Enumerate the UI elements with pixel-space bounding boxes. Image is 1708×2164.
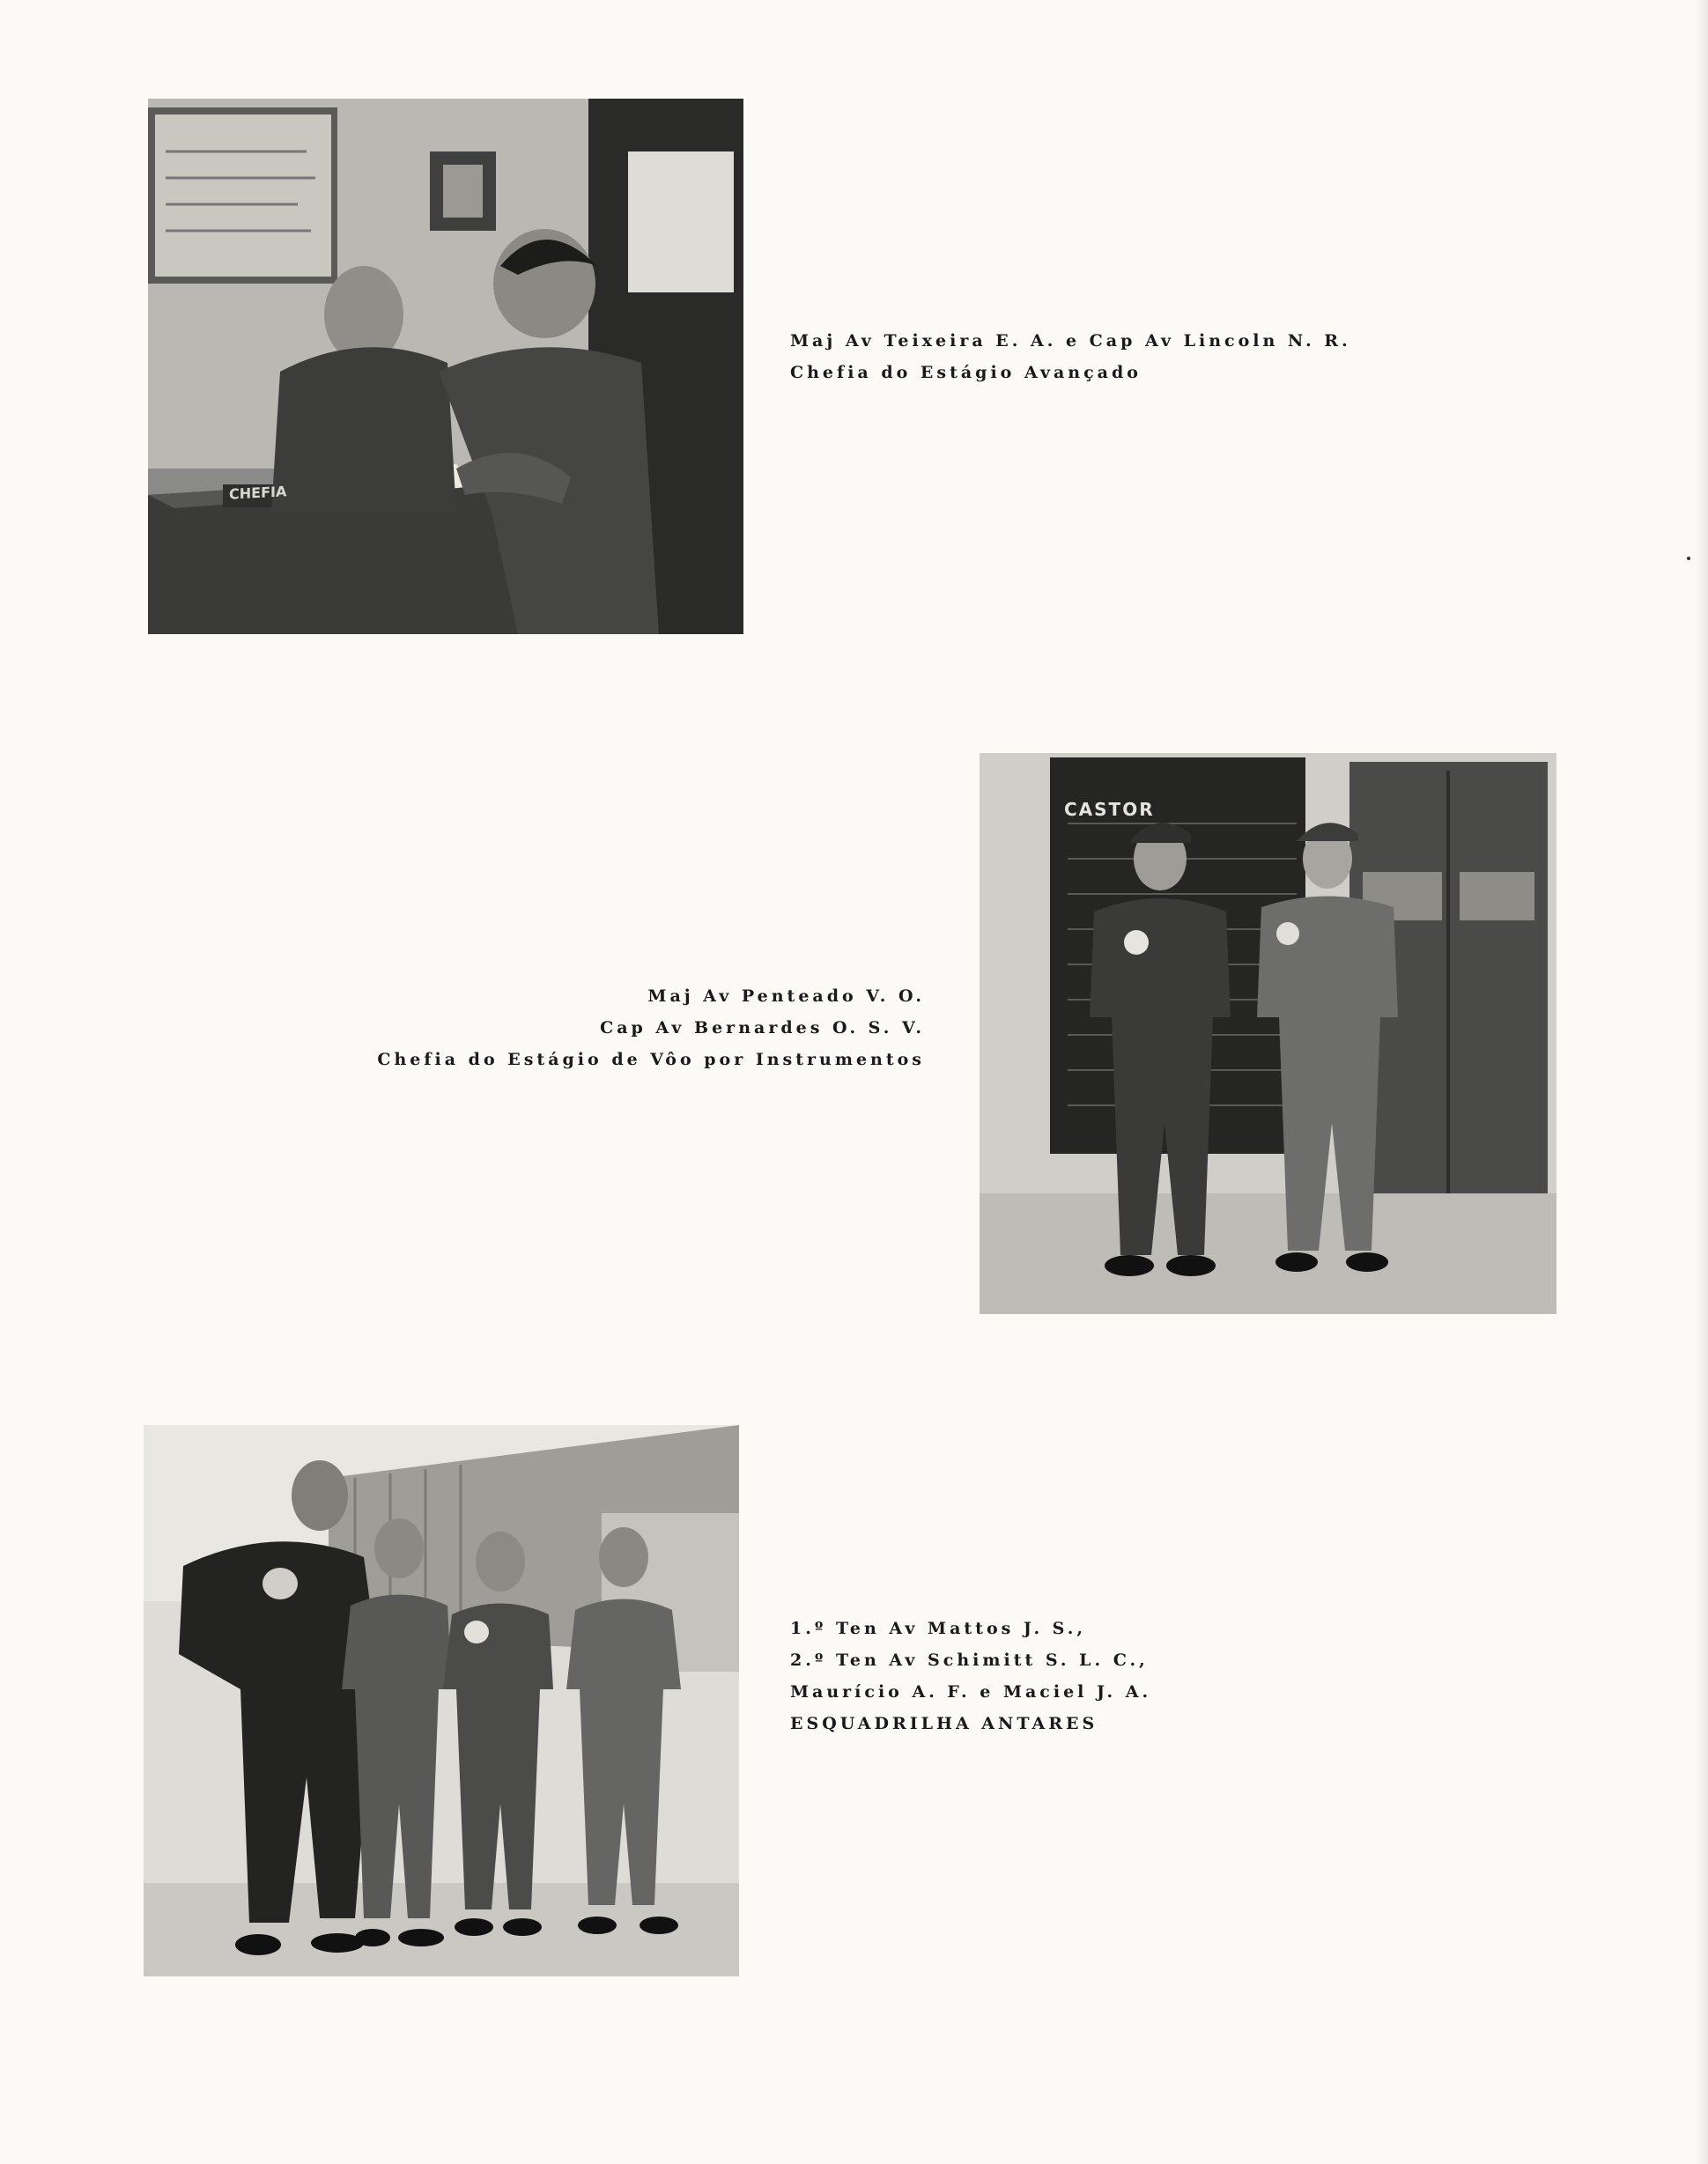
caption-line: 2.º Ten Av Schimitt S. L. C.,	[790, 1651, 1149, 1670]
board-title-text: CASTOR	[1064, 799, 1155, 820]
caption-line: Cap Av Bernardes O. S. V.	[600, 1018, 925, 1038]
caption-photo-3	[790, 1613, 1151, 1739]
photo-two-officers-standing	[980, 753, 1556, 1314]
caption-line: 1.º Ten Av Mattos J. S.,	[790, 1619, 1086, 1638]
page-edge-shadow	[1696, 0, 1708, 2164]
caption-line: Chefia do Estágio de Vôo por Instrumentos	[377, 1050, 925, 1069]
caption-photo-2	[377, 980, 925, 1075]
desk-sign-text: CHEFIA	[229, 483, 287, 503]
photo-four-officers-image	[144, 1425, 739, 1976]
photo-esquadrilha-antares	[144, 1425, 739, 1976]
caption-photo-1	[790, 325, 1351, 388]
caption-line: Maj Av Penteado V. O.	[647, 986, 925, 1006]
caption-line: Maj Av Teixeira E. A. e Cap Av Lincoln N. R.	[790, 331, 1351, 351]
photo-office-desk-image	[148, 99, 743, 634]
scan-speck	[1687, 557, 1690, 560]
photo-two-officers-image	[980, 753, 1556, 1314]
caption-line: Chefia do Estágio Avançado	[790, 363, 1142, 382]
caption-line: Maurício A. F. e Maciel J. A.	[790, 1682, 1152, 1702]
photo-office-desk	[148, 99, 743, 634]
caption-line: ESQUADRILHA ANTARES	[790, 1714, 1098, 1733]
